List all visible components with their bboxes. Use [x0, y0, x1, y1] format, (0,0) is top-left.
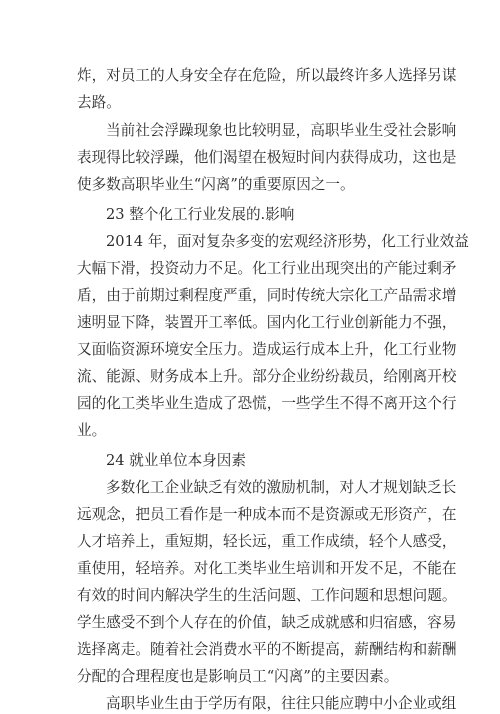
paragraph-line: 使多数高职毕业生“闪离”的重要原因之一。: [77, 176, 355, 193]
paragraph-line: 学生感受不到个人存在的价值，缺乏成就感和归宿感，容易: [77, 614, 457, 631]
paragraph-line: 又面临资源环境安全压力。造成运行成本上升，化工行业物: [77, 341, 457, 358]
paragraph-line: 有效的时间内解决学生的生活问题、工作问题和思想问题。: [77, 587, 457, 604]
paragraph-line: 表现得比较浮躁，他们渴望在极短时间内获得成功，这也是: [77, 149, 457, 166]
paragraph-line: 去路。: [77, 94, 121, 111]
paragraph-line: 高职毕业生由于学历有限，往往只能应聘中小企业或组: [106, 695, 457, 712]
paragraph-line: 业。: [77, 422, 107, 439]
paragraph-line: 速明显下降，装置开工率低。国内化工行业创新能力不强，: [77, 314, 457, 331]
paragraph-line: 2014 年，面对复杂多变的宏观经济形势，化工行业效益: [106, 233, 469, 250]
paragraph-line: 盾，由于前期过剩程度严重，同时传统大宗化工产品需求增: [77, 287, 457, 304]
paragraph-line: 流、能源、财务成本上升。部分企业纷纷裁员，给刚离开校: [77, 368, 457, 385]
paragraph-line: 园的化工类毕业生造成了恐慌，一些学生不得不离开这个行: [77, 395, 457, 412]
paragraph-line: 分配的合理程度也是影响员工“闪离”的主要因素。: [77, 668, 399, 685]
paragraph-line: 炸，对员工的人身安全存在危险，所以最终许多人选择另谋: [77, 67, 457, 84]
paragraph-line: 当前社会浮躁现象也比较明显，高职毕业生受社会影响: [106, 122, 457, 139]
paragraph-line: 多数化工企业缺乏有效的激励机制，对人才规划缺乏长: [106, 479, 457, 496]
section-heading: 24 就业单位本身因素: [106, 452, 246, 469]
paragraph-line: 大幅下滑，投资动力不足。化工行业出现突出的产能过剩矛: [77, 260, 457, 277]
paragraph-line: 远观念，把员工看作是一种成本而不是资源或无形资产，在: [77, 506, 457, 523]
section-heading: 23 整个化工行业发展的.影响: [106, 206, 295, 223]
paragraph-line: 重使用，轻培养。对化工类毕业生培训和开发不足，不能在: [77, 560, 457, 577]
paragraph-line: 人才培养上，重短期，轻长远，重工作成绩，轻个人感受，: [77, 533, 457, 550]
paragraph-line: 选择离走。随着社会消费水平的不断提高，薪酬结构和薪酬: [77, 641, 457, 658]
